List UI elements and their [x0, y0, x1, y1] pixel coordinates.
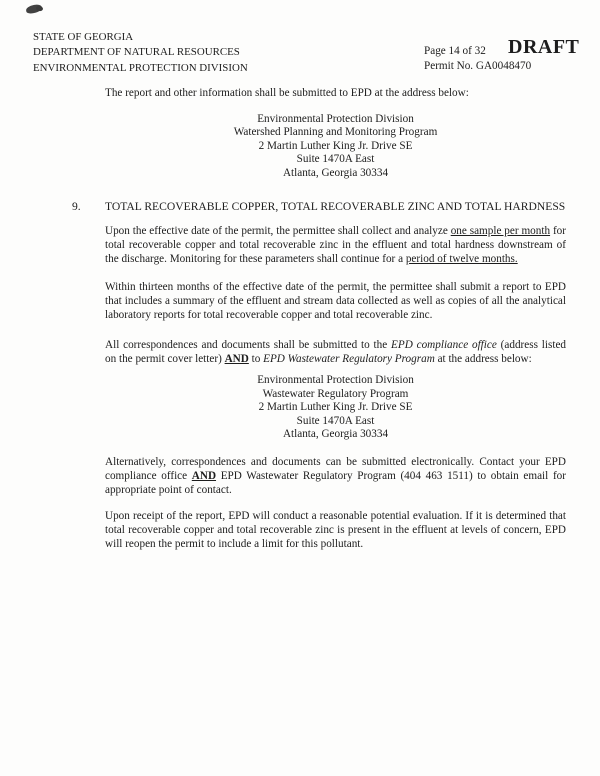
agency-line-state: STATE OF GEORGIA — [33, 31, 134, 43]
agency-line-department: DEPARTMENT OF NATURAL RESOURCES — [33, 46, 240, 59]
paragraph-report-submission: Within thirteen months of the effective date of the permit, the permittee shall submit a report to EPD that includes a summary of the effluent and stream data collected as well as copies of all the analytical laboratory reports for total recoverable copper and total recoverable zinc. — [105, 281, 566, 322]
permit-number-label: Permit No. GA0048470 — [424, 60, 532, 72]
mailing-address-watershed — [105, 113, 566, 180]
section-number: 9. — [72, 200, 81, 214]
address-line: Environmental Protection Division — [257, 113, 414, 125]
address-line: 2 Martin Luther King Jr. Drive SE — [258, 139, 413, 152]
address-line: Suite 1470A East — [296, 414, 375, 427]
paragraph-electronic-submission: Alternatively, correspondences and documents can be submitted electronically. Contact your EPD compliance office AND EPD Wastewater Regulatory Program (404 463 1511) to obtain email for appropriate point of contact. — [105, 456, 566, 497]
address-line: Watershed Planning and Monitoring Program — [233, 126, 438, 139]
page-number-label: Page 14 of 32 — [424, 45, 486, 57]
address-line: 2 Martin Luther King Jr. Drive SE — [258, 401, 413, 414]
address-line: Suite 1470A East — [296, 153, 375, 166]
paragraph-correspondence: All correspondences and documents shall be submitted to the EPD compliance office (address listed on the permit cover letter) AND to EPD Wastewater Regulatory Program at the address below: — [105, 339, 566, 366]
draft-stamp: DRAFT — [508, 36, 580, 58]
address-line: Atlanta, Georgia 30334 — [282, 428, 389, 441]
paragraph-sampling-requirement: Upon the effective date of the permit, the permittee shall collect and analyze one sample per month for total recoverable copper and total recoverable zinc in the effluent and total hardness downstream of the discharge. Monitoring for these parameters shall continue for a period of twelve months. — [105, 225, 567, 266]
scan-artifact — [25, 4, 42, 15]
agency-line-division: ENVIRONMENTAL PROTECTION DIVISION — [33, 61, 248, 74]
mailing-address-wastewater — [105, 374, 566, 441]
address-line: Wastewater Regulatory Program — [262, 387, 409, 400]
document-body — [72, 86, 567, 551]
intro-paragraph: The report and other information shall be submitted to EPD at the address below: — [105, 87, 469, 99]
section-title: TOTAL RECOVERABLE COPPER, TOTAL RECOVERABLE ZINC AND TOTAL HARDNESS — [105, 200, 566, 214]
address-line: Atlanta, Georgia 30334 — [282, 166, 389, 179]
address-line: Environmental Protection Division — [257, 374, 414, 387]
paragraph-reasonable-potential: Upon receipt of the report, EPD will conduct a reasonable potential evaluation. If it is determined that total recoverable copper and total recoverable zinc is present in the effluent at levels of concern, EPD will reopen the permit to include a limit for this pollutant. — [105, 510, 566, 551]
header-agency-block — [33, 30, 248, 76]
section-9-heading — [72, 200, 566, 214]
